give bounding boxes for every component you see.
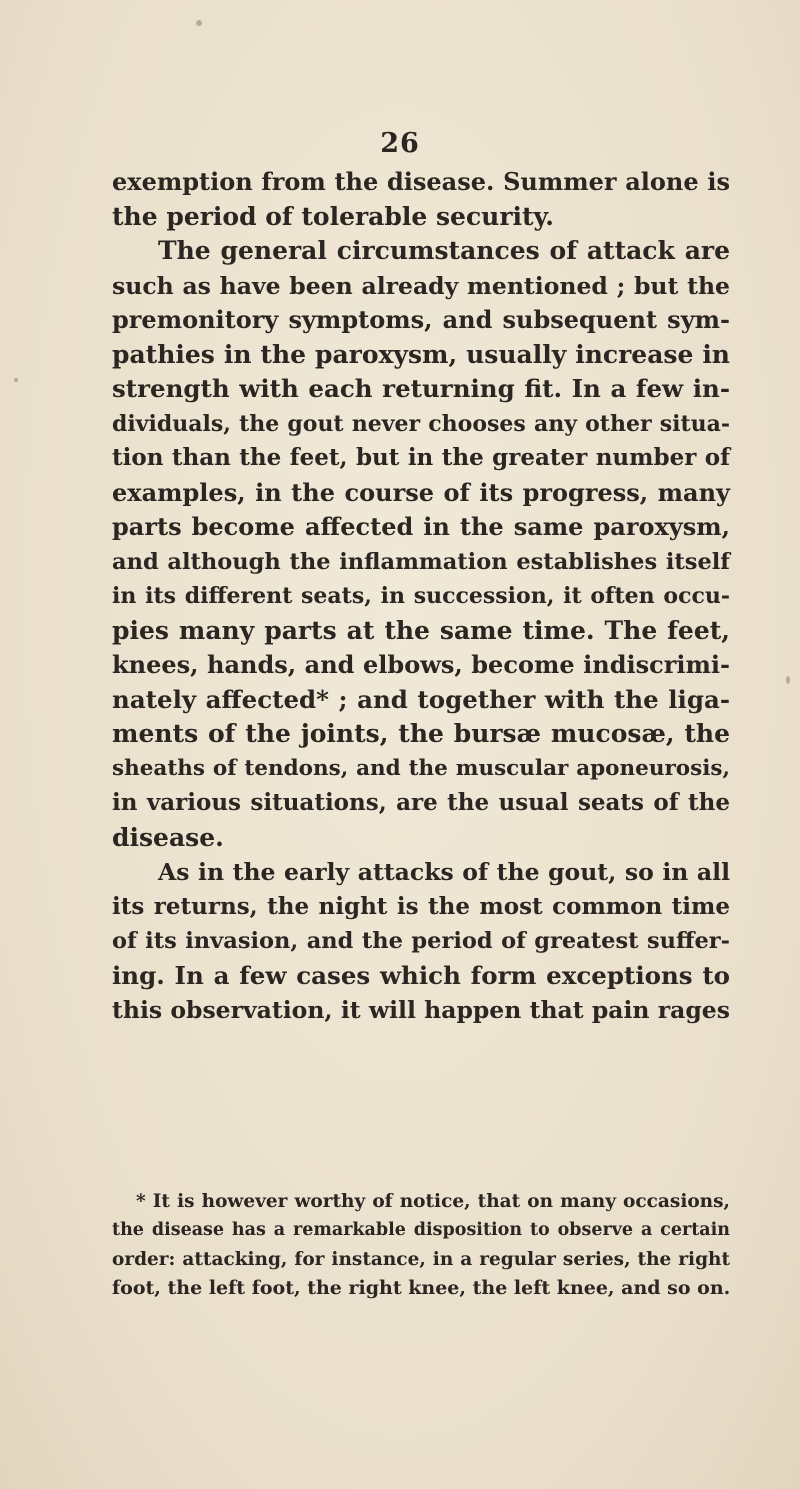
text-line: in various situations, are the usual seats of the [112, 789, 730, 816]
text-line: of its invasion, and the period of greatest suffer- [112, 928, 730, 954]
text-line: ments of the joints, the bursæ mucosæ, the [112, 719, 730, 748]
text-line: pathies in the paroxysm, usually increase in [112, 339, 730, 369]
text-line: this observation, it will happen that pain rages [112, 996, 730, 1024]
text-line: examples, in the course of its progress, many [112, 477, 730, 507]
text-line: dividuals, the gout never chooses any other situa- [112, 410, 730, 437]
text-line: its returns, the night is the most common time [112, 892, 730, 920]
text-line: As in the early attacks of the gout, so in all [158, 858, 730, 886]
paper-speck [196, 20, 202, 26]
text-line: such as have been already mentioned ; but the [112, 271, 730, 300]
text-line: disease. [112, 822, 224, 852]
text-line: The general circumstances of attack are [158, 236, 730, 265]
paper-speck [786, 676, 790, 684]
text-line: in its different seats, in succession, it often occu- [112, 583, 730, 609]
footnote-line: the disease has a remarkable disposition to observe a certain [112, 1220, 730, 1240]
footnote-line: foot, the left foot, the right knee, the left knee, and so on. [112, 1277, 731, 1299]
footnote-line: order: attacking, for instance, in a regular series, the right [112, 1249, 730, 1270]
text-line: the period of tolerable security. [112, 201, 554, 231]
footnote [112, 1187, 730, 1303]
text-line: and although the inflammation establishes itself [112, 548, 730, 575]
text-line: ing. In a few cases which form exceptions to [112, 960, 730, 990]
page-number: 26 [380, 128, 420, 159]
body-text [112, 165, 730, 1028]
text-line: premonitory symptoms, and subsequent sym- [112, 305, 730, 334]
text-line: strength with each returning fit. In a few in- [112, 374, 730, 403]
paper-speck [14, 378, 18, 382]
text-line: knees, hands, and elbows, become indiscrimi- [112, 650, 730, 679]
footnote-line: * It is however worthy of notice, that on many occasions, [136, 1191, 730, 1212]
text-line: tion than the feet, but in the greater number of [112, 444, 730, 471]
text-line: exemption from the disease. Summer alone is [112, 167, 730, 196]
text-line: sheaths of tendons, and the muscular aponeurosis, [112, 755, 730, 781]
text-line: pies many parts at the same time. The feet, [112, 615, 730, 645]
text-line: nately affected* ; and together with the liga- [112, 684, 730, 714]
text-line: parts become affected in the same paroxysm, [112, 512, 730, 541]
